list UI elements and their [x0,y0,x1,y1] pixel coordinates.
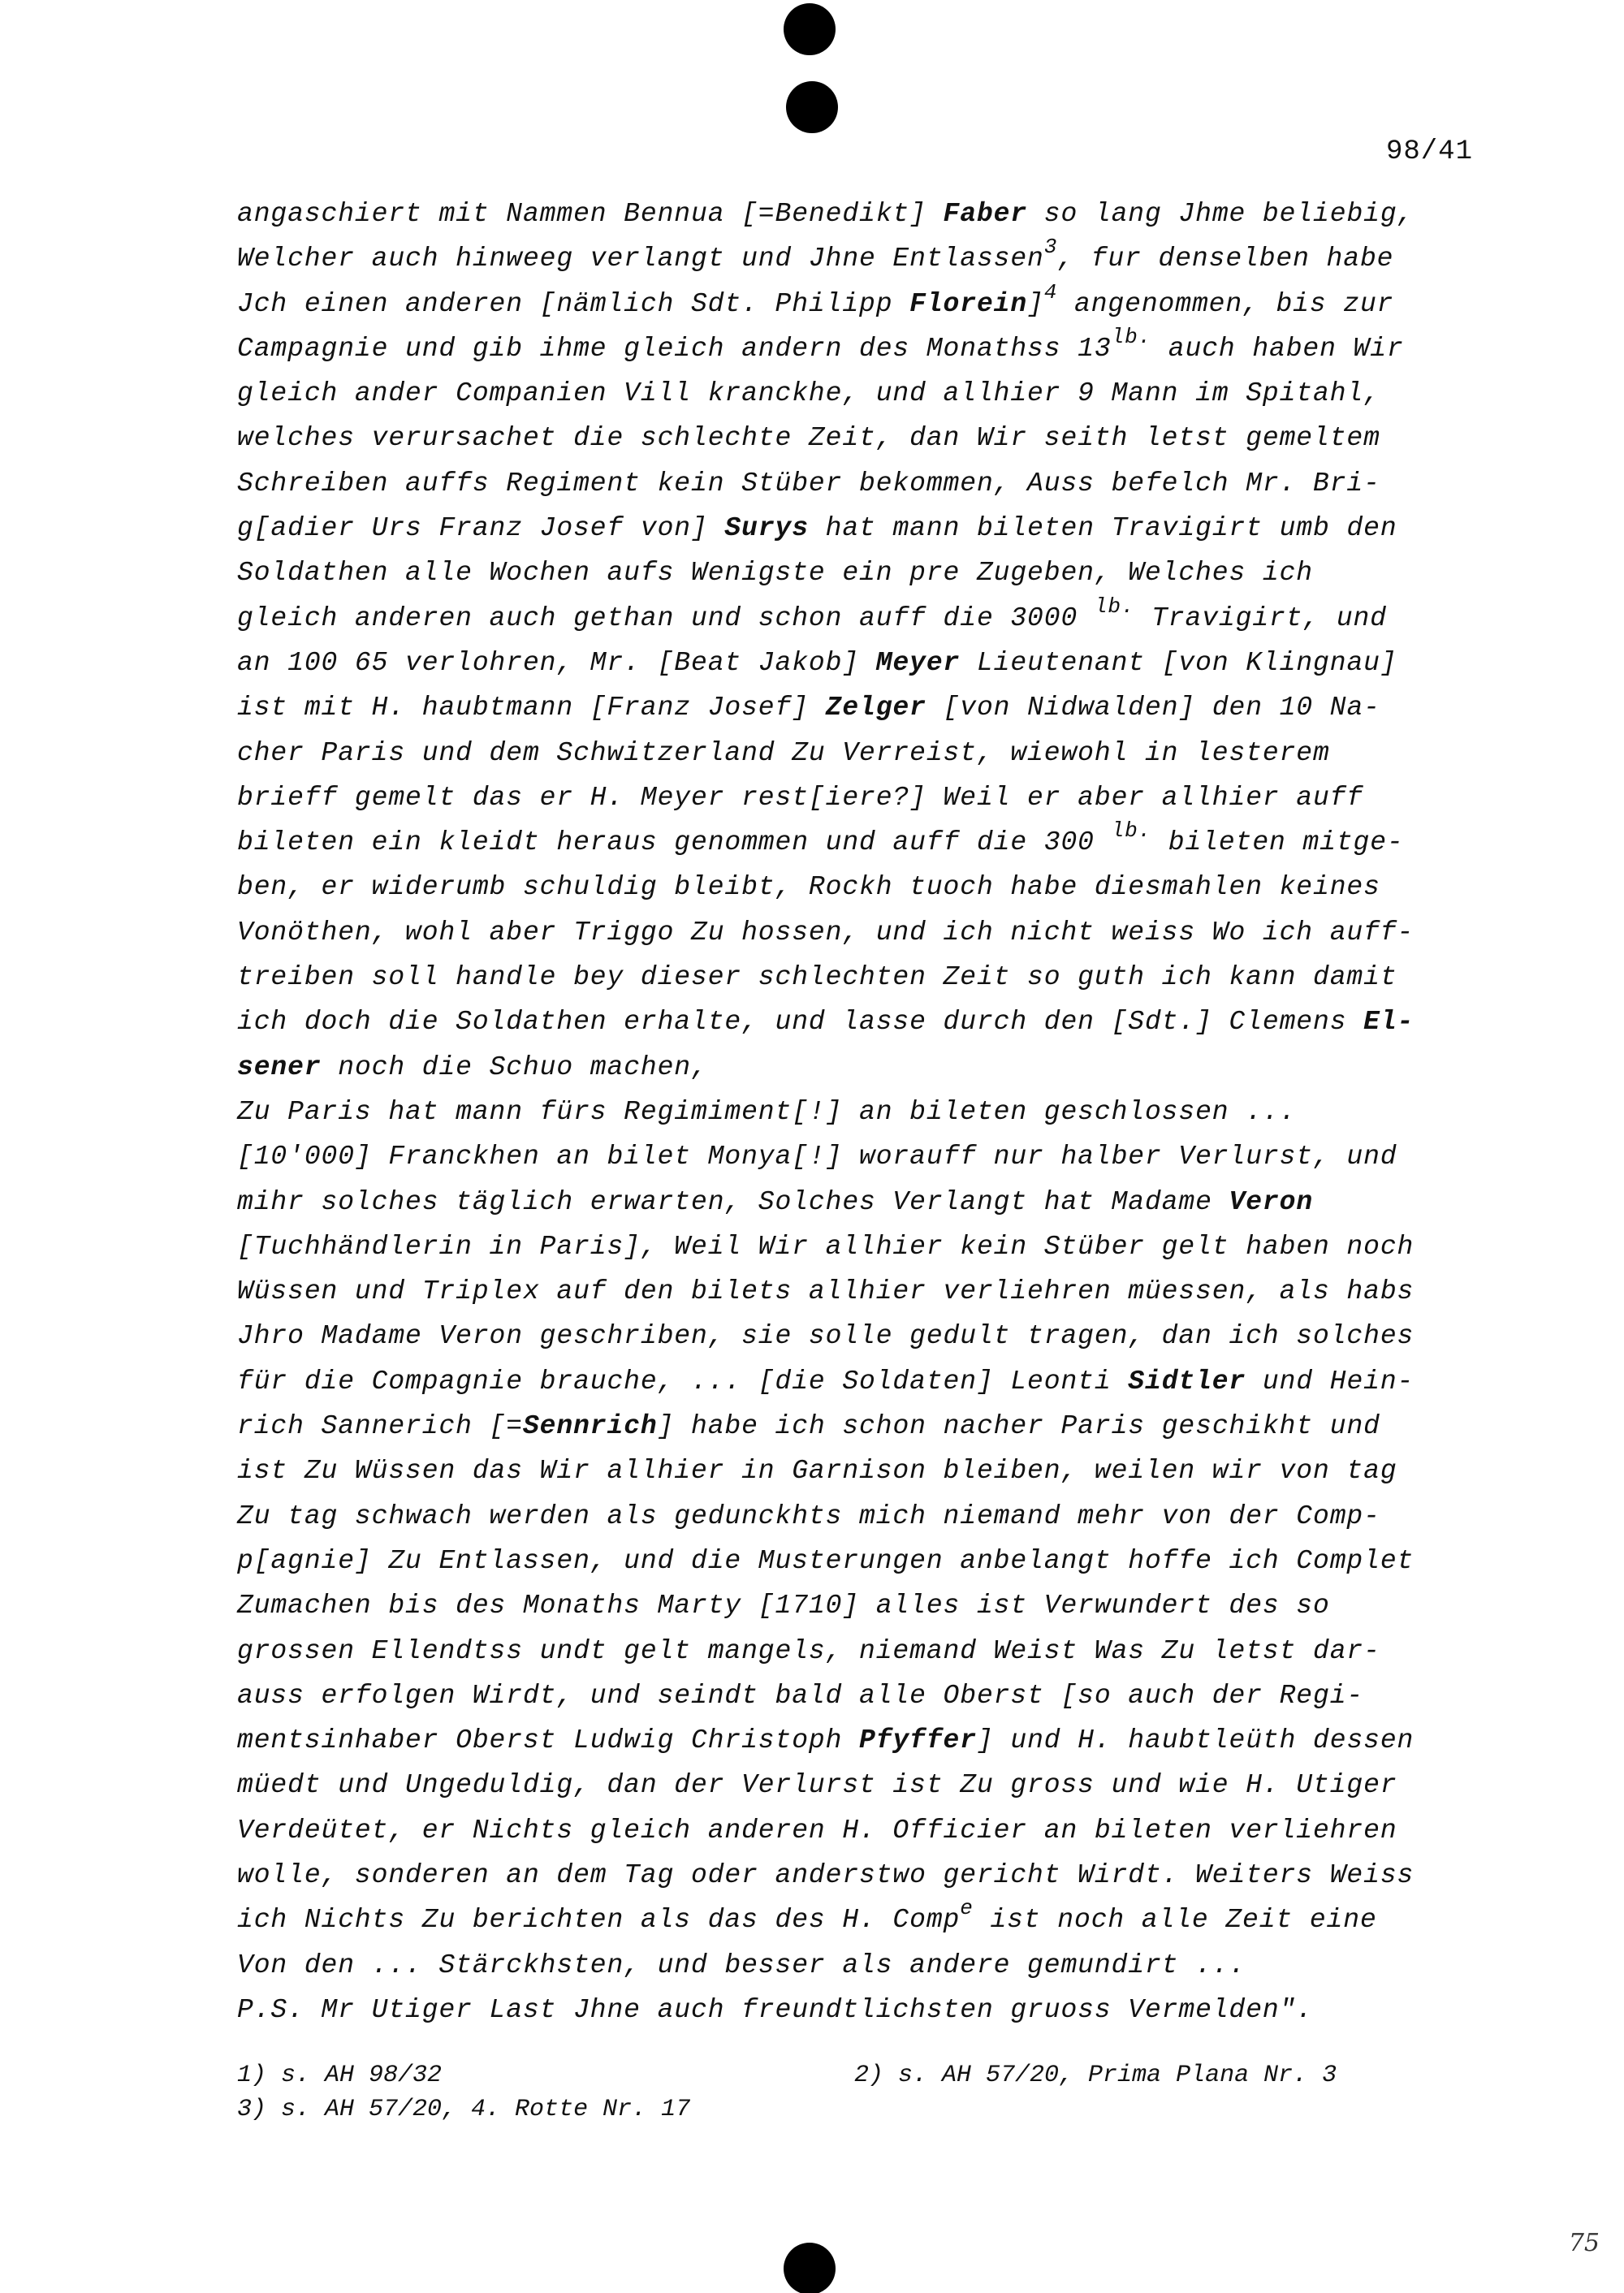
page-number: 98/41 [1385,136,1473,167]
name-bold: Veron [1229,1186,1314,1217]
text-line [237,775,1488,820]
letter-body-text [237,192,1488,2032]
text-segment: ich doch die Soldathen erhalte, und lasse durch den [Sdt.] Clemens [237,1007,1364,1038]
text-segment: angenommen, bis zur [1057,288,1394,319]
text-line [237,596,1488,641]
text-segment: bileten mitge- [1151,827,1404,858]
text-segment: [von Nidwalden] den 10 Na- [926,693,1380,723]
footnote-3: 3) s. AH 57/20, 4. Rotte Nr. 17 [237,2096,691,2123]
text-line [237,955,1488,1000]
text-segment: Jch einen anderen [nämlich Sdt. Philipp [237,288,910,319]
name-bold: sener [237,1051,322,1082]
text-segment: Von den ... Stärckhsten, und besser als andere gemundirt ... [237,1950,1246,1980]
superscript: lb. [1111,324,1152,349]
text-line [237,506,1488,551]
superscript: lb. [1111,818,1152,844]
text-line [237,1898,1488,1942]
text-segment: bileten ein kleidt heraus genommen und auff die 300 [237,827,1112,858]
text-segment: brieff gemelt das er H. Meyer rest[iere?] Weil er aber allhier auff [237,782,1364,813]
text-line [237,1269,1488,1314]
text-segment: grossen Ellendtss undt gelt mangels, niemand Weist Was Zu letst dar- [237,1635,1380,1666]
name-bold: Pfyffer [859,1725,977,1756]
text-segment: Zu tag schwach werden als gedunckhts mich niemand mehr von der Comp- [237,1501,1380,1531]
text-segment: hat mann bileten Travigirt umb den [808,513,1397,544]
text-line [237,461,1488,506]
text-line [237,236,1488,281]
text-segment: cher Paris und dem Schwitzerland Zu Verreist, wiewohl in lesterem [237,737,1330,768]
text-segment: mentsinhaber Oberst Ludwig Christoph [237,1725,860,1756]
text-segment: und Hein- [1246,1366,1415,1397]
name-bold: Sennrich [522,1411,658,1442]
text-segment: g[adier Urs Franz Josef von] [237,513,725,544]
text-segment: ] habe ich schon nacher Paris geschikht und [657,1411,1380,1442]
text-line [237,1539,1488,1583]
text-segment: auch haben Wir [1151,333,1404,364]
text-segment: für die Compagnie brauche, ... [die Soldaten] Leonti [237,1366,1129,1397]
text-line [237,865,1488,909]
text-line [237,551,1488,595]
text-line [237,1090,1488,1134]
text-line [237,1494,1488,1539]
text-segment: Verdeütet, er Nichts gleich anderen H. Officier an bileten verliehren [237,1815,1397,1846]
text-segment: angaschiert mit Nammen Bennua [=Benedikt] [237,199,944,229]
superscript: lb. [1094,594,1135,619]
text-segment: ben, er widerumb schuldig bleibt, Rockh tuoch habe diesmahlen keines [237,872,1380,903]
text-line [237,1853,1488,1898]
text-segment: müedt und Ungeduldig, dan der Verlurst ist Zu gross und wie H. Utiger [237,1770,1397,1801]
footnote-2: 2) s. AH 57/20, Prima Plana Nr. 3 [854,2062,1337,2089]
text-segment: Welcher auch hinweeg verlangt und Jhne Entlassen [237,244,1044,274]
text-line [237,731,1488,775]
text-segment: treiben soll handle bey dieser schlechten Zeit so guth ich kann damit [237,962,1397,993]
text-segment: ist noch alle Zeit eine [973,1905,1377,1936]
name-bold: Faber [943,199,1028,229]
text-segment: , fur denselben habe [1057,244,1394,274]
text-segment: Schreiben auffs Regiment kein Stüber bekommen, Auss befelch Mr. Bri- [237,468,1380,499]
punch-hole-top-2 [786,81,838,133]
text-segment: so lang Jhme beliebig, [1027,199,1415,229]
name-bold: Florein [909,288,1028,319]
text-line [237,1404,1488,1449]
text-line [237,1000,1488,1044]
text-segment: ist Zu Wüssen das Wir allhier in Garnison bleiben, weilen wir von tag [237,1456,1397,1487]
text-segment: gleich anderen auch gethan und schon auff die 3000 [237,602,1095,633]
text-line [237,641,1488,685]
text-line [237,1045,1488,1090]
text-line [237,1583,1488,1628]
text-segment: ] [1027,288,1044,319]
text-segment: Zu Paris hat mann fürs Regimiment[!] an bileten geschlossen ... [237,1096,1297,1127]
superscript: e [960,1896,974,1921]
footnote-1: 1) s. AH 98/32 [237,2062,443,2089]
text-line [237,1808,1488,1853]
text-segment: Soldathen alle Wochen aufs Wenigste ein pre Zugeben, Welches ich [237,558,1314,589]
text-line [237,416,1488,460]
text-line [237,820,1488,865]
text-line [237,1943,1488,1988]
text-segment: mihr solches täglich erwarten, Solches Verlangt hat Madame [237,1186,1229,1217]
text-line [237,1449,1488,1493]
text-line [237,685,1488,730]
text-segment: ich Nichts Zu berichten als das des H. Comp [237,1905,961,1936]
text-segment: welches verursachet die schlechte Zeit, dan Wir seith letst gemeltem [237,423,1380,454]
text-segment: Wüssen und Triplex auf den bilets allhier verliehren müessen, als habs [237,1276,1415,1307]
text-segment: Zumachen bis des Monaths Marty [1710] alles ist Verwundert des so [237,1591,1330,1622]
text-segment: Campagnie und gib ihme gleich andern des Monathss 13 [237,333,1112,364]
text-line [237,910,1488,955]
text-segment: Jhro Madame Veron geschriben, sie solle gedult tragen, dan ich solches [237,1321,1415,1352]
text-line [237,1180,1488,1224]
text-segment: gleich ander Companien Vill kranckhe, und allhier 9 Mann im Spitahl, [237,378,1380,409]
text-line [237,1314,1488,1358]
text-line [237,371,1488,416]
text-segment: p[agnie] Zu Entlassen, und die Musterungen anbelangt hoffe ich Complet [237,1545,1415,1576]
text-line [237,192,1488,236]
name-bold: El- [1363,1007,1415,1038]
name-bold: Surys [724,513,809,544]
text-segment: P.S. Mr Utiger Last Jhne auch freundtlichsten gruoss Vermelden". [237,1994,1314,2025]
footnotes [237,2058,1488,2127]
text-segment: Vonöthen, wohl aber Triggo Zu hossen, und ich nicht weiss Wo ich auff- [237,917,1415,948]
superscript: 4 [1043,279,1058,304]
text-line [237,1673,1488,1718]
text-segment: [10'000] Franckhen an bilet Monya[!] worauff nur halber Verlurst, und [237,1142,1397,1172]
text-line [237,1718,1488,1763]
punch-hole-top-1 [784,3,836,55]
text-segment: ist mit H. haubtmann [Franz Josef] [237,693,826,723]
text-segment: Travigirt, und [1134,602,1387,633]
text-segment: noch die Schuo machen, [321,1051,708,1082]
text-line [237,1134,1488,1179]
name-bold: Meyer [875,647,961,678]
text-segment: auss erfolgen Wirdt, und seindt bald alle Oberst [so auch der Regi- [237,1680,1364,1711]
punch-hole-bottom [784,2243,836,2293]
name-bold: Zelger [825,693,926,723]
text-segment: an 100 65 verlohren, Mr. [Beat Jakob] [237,647,876,678]
text-segment: Lieutenant [von Klingnau] [960,647,1397,678]
text-segment: ] und H. haubtleüth dessen [976,1725,1415,1756]
text-segment: [Tuchhändlerin in Paris], Weil Wir allhier kein Stüber gelt haben noch [237,1231,1415,1262]
handwritten-page-mark: 75 [1568,2229,1600,2257]
text-line [237,1224,1488,1269]
text-line [237,1763,1488,1807]
superscript: 3 [1043,235,1058,260]
text-line [237,279,1488,326]
name-bold: Sidtler [1128,1366,1246,1397]
text-line [237,1629,1488,1673]
text-line [237,326,1488,371]
text-line [237,1988,1488,2032]
text-segment: wolle, sonderen an dem Tag oder anderstwo gericht Wirdt. Weiters Weiss [237,1859,1415,1890]
text-segment: rich Sannerich [= [237,1411,523,1442]
text-line [237,1359,1488,1404]
